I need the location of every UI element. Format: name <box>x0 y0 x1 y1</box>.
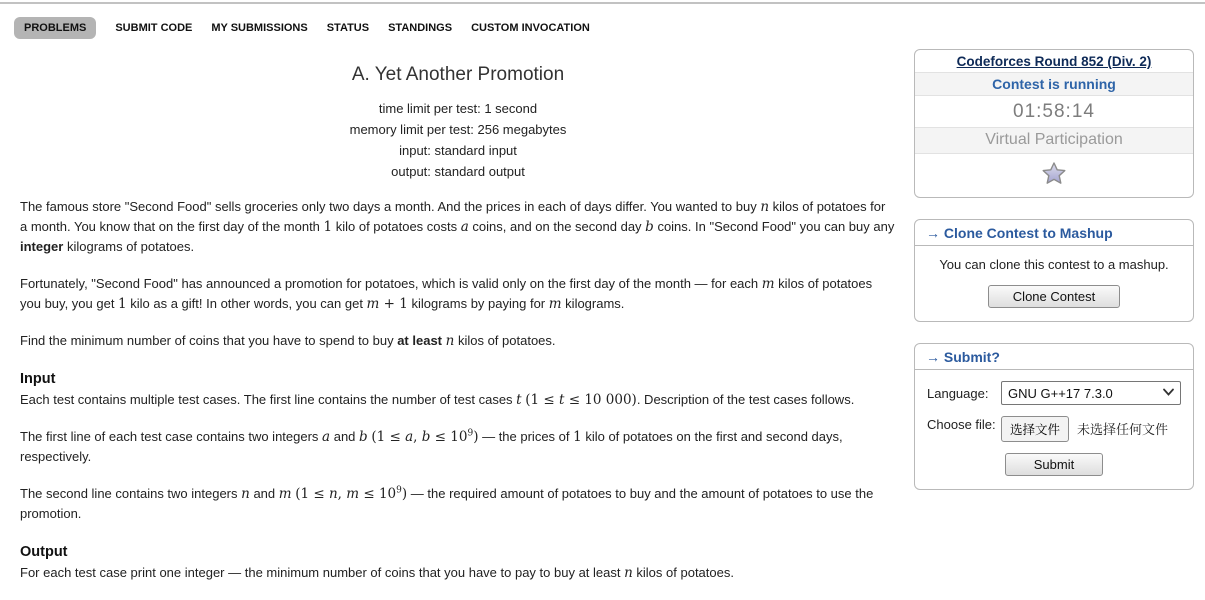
sidebar <box>914 49 1194 600</box>
contest-link[interactable]: Codeforces Round 852 (Div. 2) <box>956 54 1152 69</box>
output-spec: output: standard output <box>391 164 525 179</box>
choose-file-button[interactable]: 选择文件 <box>1001 416 1069 442</box>
input-paragraph: Each test contains multiple test cases. The first line contains the number of test cases t (1 ≤ t ≤ 10 000). Description of the test cases follows. <box>20 392 855 408</box>
clone-mashup-caption: → Clone Contest to Mashup <box>915 220 1193 246</box>
tab-status[interactable]: STATUS <box>326 22 370 34</box>
tab-my-submissions[interactable]: MY SUBMISSIONS <box>211 22 308 34</box>
output-paragraph: For each test case print one integer — the minimum number of coins that you have to pay to buy at least n kilos of potatoes. <box>20 565 734 581</box>
contest-info-box <box>914 49 1194 198</box>
favorite-row <box>915 154 1193 197</box>
contest-status: Contest is running <box>915 72 1193 96</box>
language-select[interactable] <box>1001 381 1181 405</box>
tab-standings[interactable]: STANDINGS <box>388 22 453 34</box>
clone-mashup-text: You can clone this contest to a mashup. <box>939 257 1169 272</box>
tab-problems[interactable]: PROBLEMS <box>14 17 96 39</box>
input-header: Input <box>20 371 56 387</box>
star-icon[interactable] <box>1041 161 1067 185</box>
statement-paragraph: Fortunately, "Second Food" has announced a promotion for potatoes, which is valid only on the first day of the month — for each m kilos of potatoes you buy, you get 1 kilo as a gift! In other words, you can get m + 1 kilograms by paying for m kilograms. <box>20 276 873 312</box>
contest-countdown: 01:58:14 <box>1013 101 1095 122</box>
problem-limits <box>20 98 896 182</box>
file-status-text: 未选择任何文件 <box>1077 422 1169 437</box>
tab-submit-code[interactable]: SUBMIT CODE <box>115 22 193 34</box>
submit-box <box>914 343 1194 490</box>
choose-file-label: Choose file: <box>927 417 996 432</box>
clone-mashup-box <box>914 219 1194 322</box>
tab-custom-invocation[interactable]: CUSTOM INVOCATION <box>471 22 590 34</box>
contest-title-row <box>915 50 1193 72</box>
input-paragraph: The second line contains two integers n and m (1 ≤ n, $m \le 10^9$) — the required amount of potatoes to buy and the amount of potatoes to use the promotion. <box>20 485 874 521</box>
virtual-participation-link[interactable]: Virtual Participation <box>915 127 1193 154</box>
time-limit: time limit per test: 1 second <box>378 101 538 116</box>
language-label: Language: <box>927 385 989 401</box>
submit-button[interactable]: Submit <box>1005 453 1103 476</box>
problem-title: A. Yet Another Promotion <box>351 64 565 85</box>
clone-contest-button[interactable]: Clone Contest <box>988 285 1120 308</box>
problem-statement <box>20 46 896 600</box>
statement-paragraph: Find the minimum number of coins that you have to spend to buy at least n kilos of potatoes. <box>20 333 556 349</box>
submit-caption: → Submit? <box>915 344 1193 370</box>
output-header: Output <box>20 544 68 560</box>
statement-paragraph: The famous store "Second Food" sells groceries only two days a month. And the prices in each of days differ. You wanted to buy n kilos of potatoes for a month. You know that on the first day of the month 1 kilo of potatoes costs a coins, and on the second day b coins. In "Second Food" you can buy any integer kilograms of potatoes. <box>20 199 895 254</box>
contest-tab-bar <box>0 4 1205 44</box>
input-spec: input: standard input <box>399 143 517 158</box>
input-paragraph: The first line of each test case contains two integers a and b (1 ≤ a, $b \le 10^9$) — the prices of 1 kilo of potatoes on the first and second days, respectively. <box>20 428 843 464</box>
memory-limit: memory limit per test: 256 megabytes <box>349 122 567 137</box>
